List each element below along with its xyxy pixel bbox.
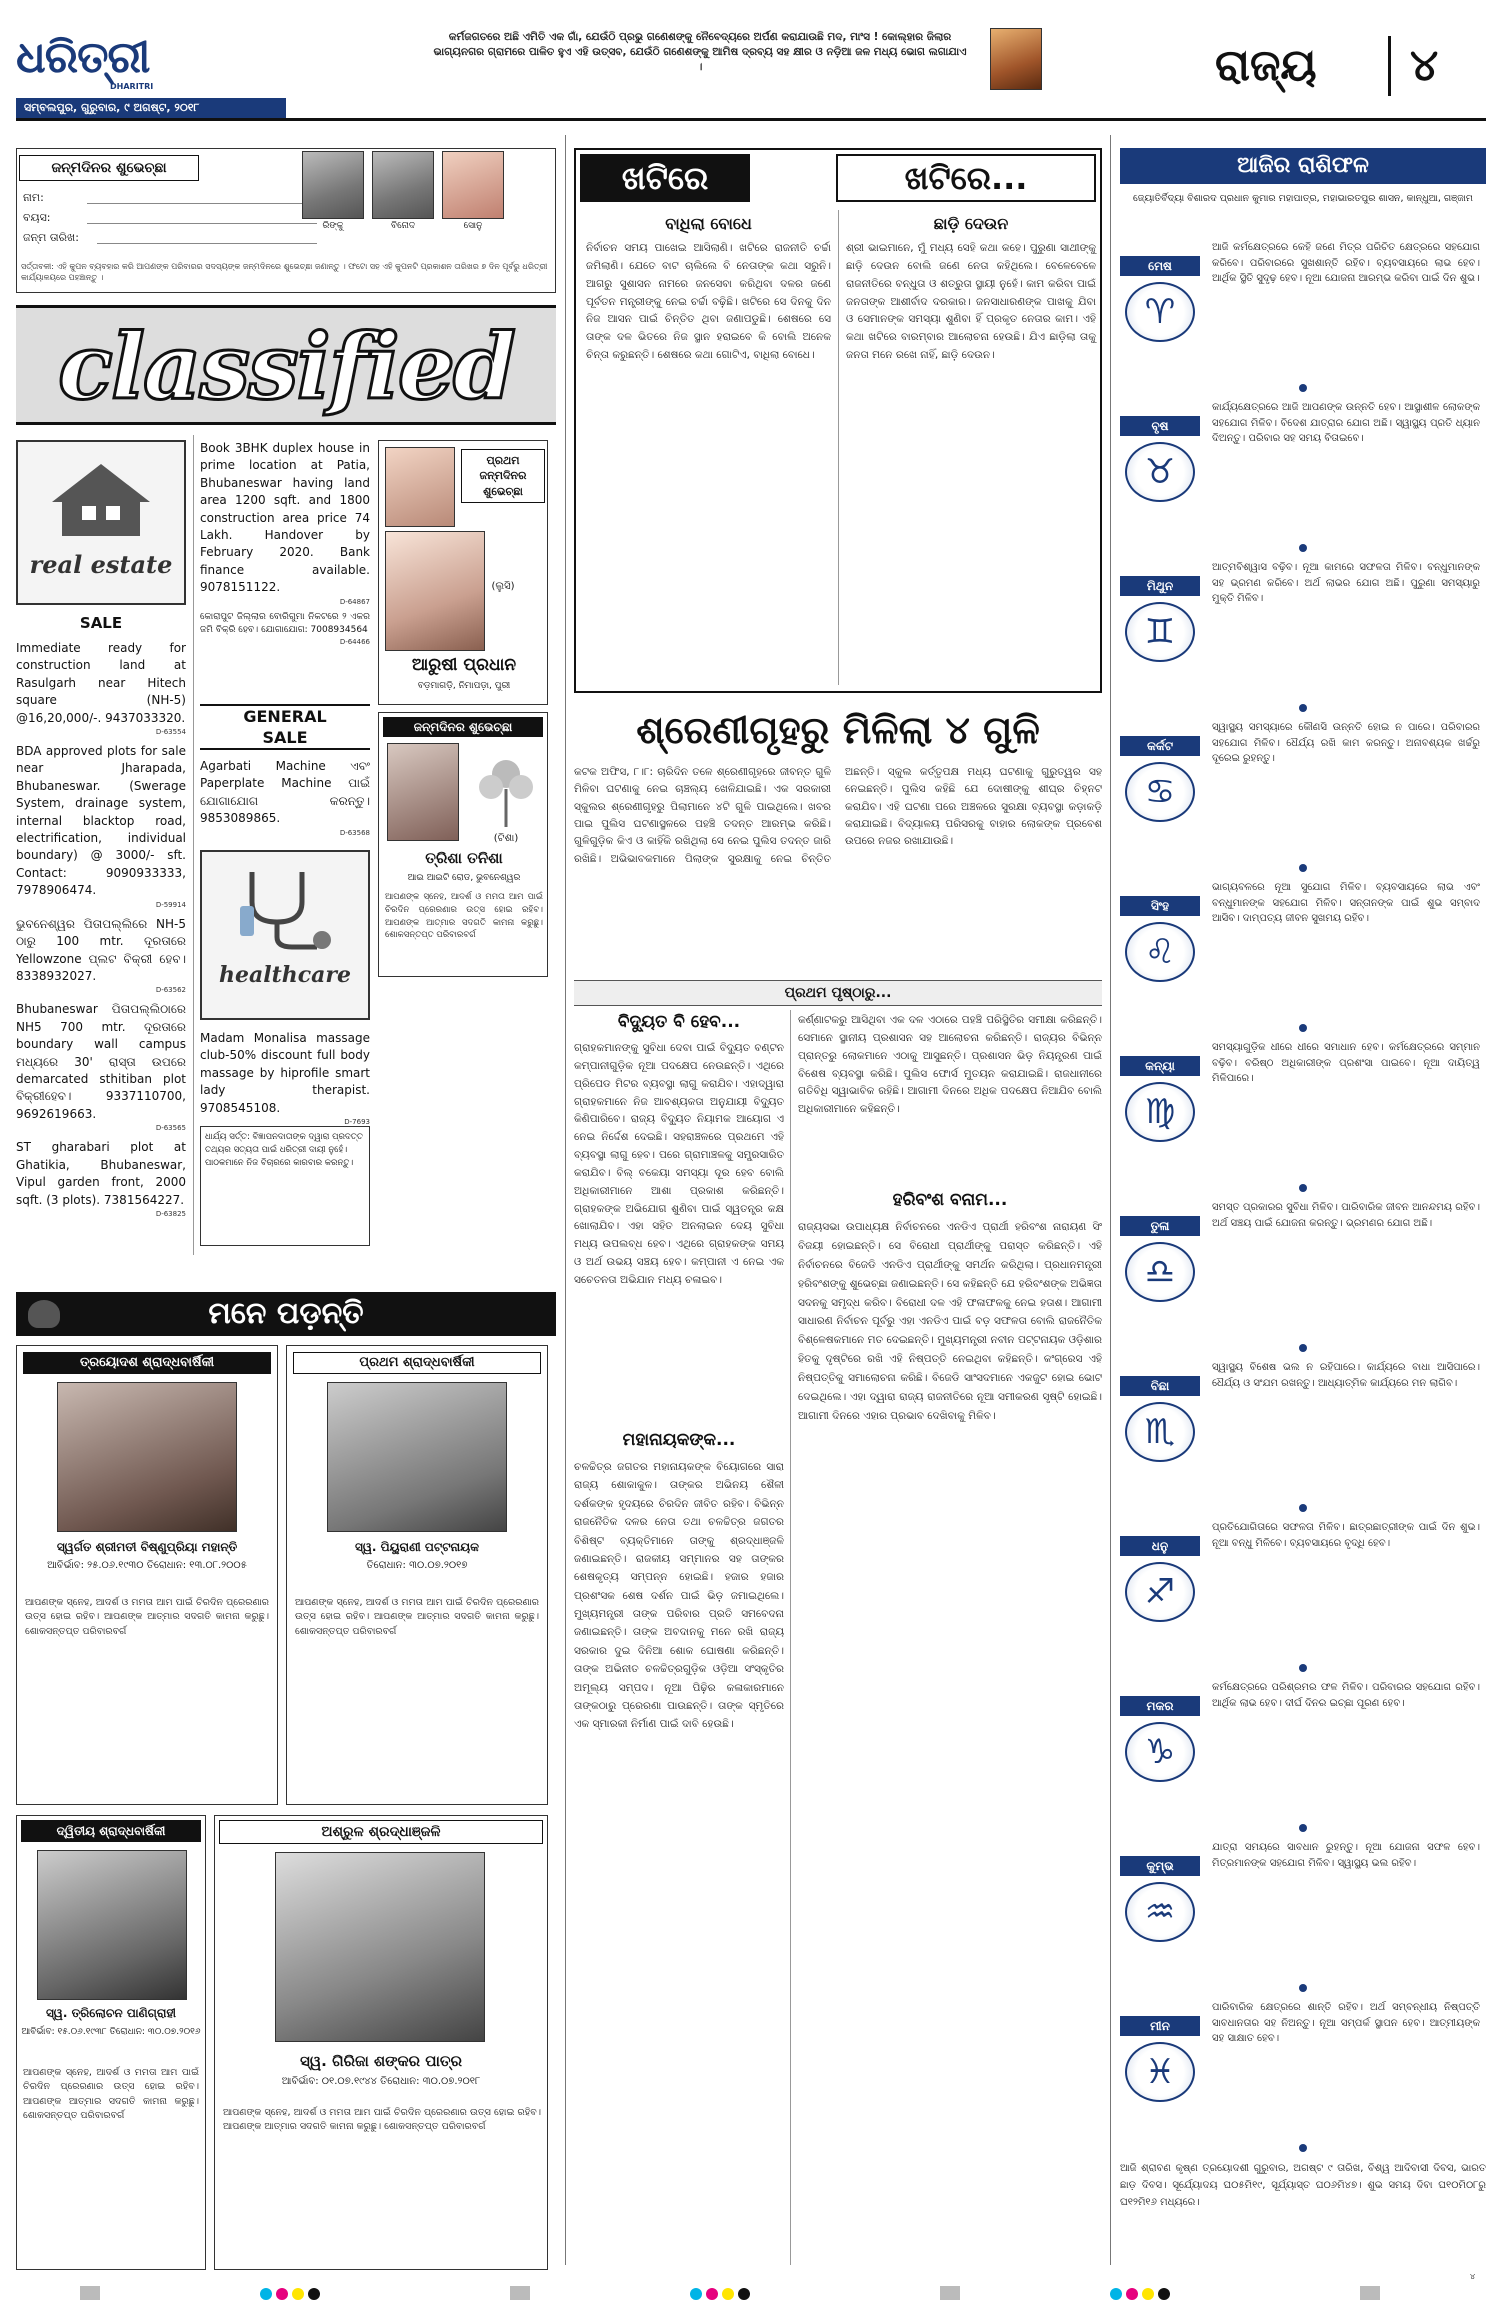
khatire-s2-text: ଶ୍ରୀ ଭାଇମାନେ, ମୁଁ ମଧ୍ୟ ସେହି କଥା କହେ। ପୁରୁଣା ସାଥୀଙ୍କୁ ଛାଡ଼ି ଦେଉନ ବୋଲି ଜଣେ ନେତା କହିଥିଲେ। ବେଳେବେଳେ ରାଜନୀତିରେ ବନ୍ଧୁତା ଓ ଶତ୍ରୁତା ସ୍ଥାୟୀ ନୁହେଁ। କାମ କରିବା ପାଇଁ ଜନତାଙ୍କ ଆଶୀର୍ବାଦ ଦରକାର। ଜନସାଧାରଣଙ୍କ ପାଖକୁ ଯିବା ଓ ସେମାନଙ୍କ ସମସ୍ୟା ଶୁଣିବା ହିଁ ପ୍ରକୃତ ନେତାର କାମ। ଏହି କଥା ଖଟିରେ ବାରମ୍ବାର ଆଲୋଚନା ହେଉଛି। ଯିଏ ଛାଡ଼ିଲା ତାକୁ ଜନତା ମନେ ରଖେ ନାହିଁ, ଛାଡ଼ି ଦେଉନ। xyxy=(846,242,1096,362)
dateline xyxy=(16,98,286,118)
separator-dot xyxy=(1299,1024,1307,1032)
horoscope-sign xyxy=(1120,1836,1486,1990)
horoscope-sign xyxy=(1120,1516,1486,1670)
classified-ad: କୋରାପୁଟ ଜିଲ୍ଲାର ବୋରିଗୁମା ନିକଟରେ ୨ ଏକର ଜମି ବିକ୍ରି ହେବ। ଯୋଗାଯୋଗ: 7008934564 D-64466 xyxy=(200,611,370,646)
memorial-3-body: ଆପଣଙ୍କ ସ୍ନେହ, ଆଦର୍ଶ ଓ ମମତା ଆମ ପାଇଁ ଚିରଦିନ ପ୍ରେରଣାର ଉତ୍ସ ହୋଇ ରହିବ। ଆପଣଙ୍କ ଆତ୍ମାର ସଦଗତି କାମନା କରୁଛୁ। ଶୋକସନ୍ତପ୍ତ ପରିବାରବର୍ଗ xyxy=(23,2067,199,2121)
memorial-4-title: ଅଶ୍ରୁଳ ଶ୍ରଦ୍ଧାଞ୍ଜଳି xyxy=(219,1820,543,1844)
logo-text: ଧରିତ୍ରୀ xyxy=(16,32,150,83)
birthday-form-title: ଜନ୍ମଦିନର ଶୁଭେଚ୍ଛା xyxy=(19,155,199,181)
memorial-2-photo xyxy=(327,1382,507,1532)
classified-banner xyxy=(16,305,556,425)
memorial-title: ମନେ ପଡ଼ନ୍ତି xyxy=(208,1296,364,1331)
story-b-text: ଚଳଚ୍ଚିତ୍ର ଜଗତର ମହାନାୟକଙ୍କ ବିୟୋଗରେ ସାରା ରାଜ୍ୟ ଶୋକାକୁଳ। ତାଙ୍କର ଅଭିନୟ ଶୈଳୀ ଦର୍ଶକଙ୍କ ହୃଦୟରେ ଚିରଦିନ ଜୀବିତ ରହିବ। ବିଭିନ୍ନ ରାଜନୈତିକ ଦଳର ନେତା ତଥା ଚଳଚ୍ଚିତ୍ର ଜଗତର ବିଶିଷ୍ଟ ବ୍ୟକ୍ତିମାନେ ତାଙ୍କୁ ଶ୍ରଦ୍ଧାଞ୍ଜଳି ଜଣାଇଛନ୍ତି। ରାଜକୀୟ ସମ୍ମାନର ସହ ତାଙ୍କର ଶେଷକୃତ୍ୟ ସମ୍ପନ୍ନ ହୋଇଛି। ହଜାର ହଜାର ପ୍ରଶଂସକ ଶେଷ ଦର୍ଶନ ପାଇଁ ଭିଡ଼ ଜମାଇଥିଲେ। ମୁଖ୍ୟମନ୍ତ୍ରୀ ତାଙ୍କ ପରିବାର ପ୍ରତି ସମବେଦନା ଜଣାଇଛନ୍ତି। ତାଙ୍କ ଅବଦାନକୁ ମନେ ରଖି ରାଜ୍ୟ ସରକାର ଦୁଇ ଦିନିଆ ଶୋକ ଘୋଷଣା କରିଛନ୍ତି। ତାଙ୍କ ଅଭିନୀତ ଚଳଚ୍ଚିତ୍ରଗୁଡ଼ିକ ଓଡ଼ିଆ ସଂସ୍କୃତିର ଅମୂଲ୍ୟ ସମ୍ପଦ। ନୂଆ ପିଢ଼ିର କଳାକାରମାନେ ତାଙ୍କଠାରୁ ପ୍ରେରଣା ପାଉଛନ୍ତି। ତାଙ୍କ ସ୍ମୃତିରେ ଏକ ସ୍ମାରକୀ ନିର୍ମାଣ ପାଇଁ ଦାବି ହେଉଛି। xyxy=(574,1461,784,1731)
sign-name: କନ୍ୟା xyxy=(1120,1056,1200,1076)
classified-ad: Book 3BHK duplex house in prime location at Patia, Bhubaneswar having land area 1200 sqft. and 1800 construction area price 74 Lakh. Handover by February 2020. Bank finance available. 9078151122. D-64867 xyxy=(200,441,370,606)
sign-forecast: ସମସ୍ତ ପ୍ରକାରର ସୁବିଧା ମିଳିବ। ପାରିବାରିକ ଜୀବନ ଆନନ୍ଦମୟ ରହିବ। ଅର୍ଥ ସଞ୍ଚୟ ପାଇଁ ଯୋଜନା କରନ୍ତୁ। ଭ୍ରମଣର ଯୋଗ ଅଛି। xyxy=(1212,1202,1480,1229)
memorial-4-body: ଆପଣଙ୍କ ସ୍ନେହ, ଆଦର୍ଶ ଓ ମମତା ଆମ ପାଇଁ ଚିରଦିନ ପ୍ରେରଣାର ଉତ୍ସ ହୋଇ ରହିବ। ଆପଣଙ୍କ ଆତ୍ମାର ସଦଗତି କାମନା କରୁଛୁ। ଶୋକସନ୍ତପ୍ତ ପରିବାରବର୍ଗ xyxy=(223,2107,541,2133)
separator-dot xyxy=(1299,1664,1307,1672)
ganesh-image xyxy=(990,28,1042,90)
khatire-s1-text: ନିର୍ବାଚନ ସମୟ ପାଖେଇ ଆସିଲାଣି। ଖଟିରେ ରାଜନୀତି ଚର୍ଚ୍ଚା ଜମିଲାଣି। ଯେତେ ବାଟ ଚାଲିଲେ ବି ନେତାଙ୍କ କଥା ସରୁନି। ଆଗରୁ ସୁଶାସନ ନାମରେ ଜନସେବା କରିଥିବା ଦଳର ଜଣେ ପୂର୍ବତନ ମନ୍ତ୍ରୀଙ୍କୁ ନେଇ ଚର୍ଚ୍ଚା ବଢ଼ିଛି। ଖଟିରେ ସେ ଦିନକୁ ଦିନ ନିଜ ଆସନ ପାଇଁ ଚିନ୍ତିତ ଥିବା ଜଣାପଡୁଛି। ଶେଷରେ ସେ ତାଙ୍କ ଦଳ ଭିତରେ ନିଜ ସ୍ଥାନ ହରାଇବେ କି ବୋଲି ଅନେକ ଚିନ୍ତା କରୁଛନ୍ତି। ଶେଷରେ କଥା ଗୋଟିଏ, ବାଧିଲା ବୋଧେ। xyxy=(586,242,831,362)
zodiac-icon: ♌ xyxy=(1125,922,1195,982)
zodiac-icon: ♑ xyxy=(1125,1722,1195,1782)
child-photo-large xyxy=(385,531,485,651)
registration-dot xyxy=(260,2288,272,2300)
classified-ad: BDA approved plots for sale near Jharapada, Bhubaneswar. (Swerage System, drainage system, internal blacktop road, electrification, individual boundary) @ 3000/- sft. Contact: 9090933333, 7978906474. D-59914 xyxy=(16,744,186,909)
horoscope-sign xyxy=(1120,556,1486,710)
birthday-form xyxy=(16,148,556,293)
horoscope-footer: ଆଜି ଶ୍ରାବଣ କୃଷ୍ଣ ତ୍ରୟୋଦଶୀ ଗୁରୁବାର, ଅଗଷ୍ଟ ୯ ତାରିଖ, ବିଶ୍ୱ ଆଦିବାସୀ ଦିବସ, ଭାରତ ଛାଡ଼ ଦିବସ। ସୂର୍ଯ୍ୟୋଦୟ ଘ୦୫ମି୧୯, ସୂର୍ଯ୍ୟାସ୍ତ ଘ୦୬ମି୪୭। ଶୁଭ ସମୟ ଦିବା ଘ୧୦ମି୦୮ରୁ ଘ୧୨ମି୧୬ ମଧ୍ୟରେ। xyxy=(1120,2163,1486,2208)
story-b-headline: ମହାନାୟକଙ୍କ... xyxy=(622,1430,736,1450)
memorial-2-title: ପ୍ରଥମ ଶ୍ରାଦ୍ଧବାର୍ଷିକୀ xyxy=(293,1352,541,1374)
registration-dot xyxy=(308,2288,320,2300)
memorial-4-photo xyxy=(275,1852,485,2042)
sign-name: ବିଛା xyxy=(1120,1376,1200,1396)
bday-photo-name-1: ରିଙ୍କୁ xyxy=(322,221,344,231)
first-bday-tag: (ଲୁସି) xyxy=(491,581,515,592)
separator-dot xyxy=(1299,1824,1307,1832)
bday2-tag: (ଟିଶା) xyxy=(493,833,519,844)
healthcare-label: healthcare xyxy=(219,962,351,988)
separator-dot xyxy=(1299,704,1307,712)
horoscope-sign xyxy=(1120,1196,1486,1350)
registration-dot xyxy=(276,2288,288,2300)
first-bday-name: ଆରୁଷୀ ପ୍ରଧାନ xyxy=(411,655,517,675)
sign-name: ସିଂହ xyxy=(1120,896,1200,916)
registration-bar xyxy=(940,2286,960,2300)
bday2-title: ଜନ୍ମଦିନର ଶୁଭେଚ୍ଛା xyxy=(383,717,543,737)
classified-ad: ଭୁବନେଶ୍ୱର ପିତାପଲ୍ଲିରେ NH-5 ଠାରୁ 100 mtr. ଦୂରତାରେ Yellowzone ପ୍ଲଟ ବିକ୍ରୀ ହେବ। 8338932027. D-63562 xyxy=(16,916,186,995)
separator-dot xyxy=(1299,384,1307,392)
registration-dot xyxy=(1110,2288,1122,2300)
horoscope-sign xyxy=(1120,1996,1486,2150)
separator-dot xyxy=(1299,544,1307,552)
sign-forecast: ପ୍ରତିଯୋଗିତାରେ ସଫଳତା ମିଳିବ। ଛାତ୍ରଛାତ୍ରୀଙ୍କ ପାଇଁ ଦିନ ଶୁଭ। ନୂଆ ବନ୍ଧୁ ମିଳିବେ। ବ୍ୟବସାୟରେ ବୃଦ୍ଧି ହେବ। xyxy=(1212,1522,1480,1549)
bday2-place: ଆଇ ଆଇଟି ରୋଡ, ଭୁବନେଶ୍ୱର xyxy=(407,873,521,883)
memorial-3-photo xyxy=(37,1850,187,2000)
top-banner-text: କର୍ମଜଗତରେ ଅଛି ଏମିତି ଏକ ଗାଁ, ଯେଉଁଠି ପ୍ରଭୁ ଗଣେଶଙ୍କୁ ନୈବେଦ୍ୟରେ ଅର୍ପଣ କରାଯାଉଛି ମଦ, ମାଂସ ! କୋଲ୍ହାର ଜିଲାର ଭାଗ୍ୟନଗର ଗ୍ରାମରେ ପାଳିତ ହୁଏ ଏହି ଉତ୍ସବ, ଯେଉଁଠି ଗଣେଶଙ୍କୁ ଆମିଷ ଦ୍ରବ୍ୟ ସହ କ୍ଷୀର ଓ ନଡ଼ିଆ ଜଳ ମଧ୍ୟ ଭୋଗ ଲଗାଯାଏ । xyxy=(433,31,967,74)
separator-dot xyxy=(1299,1984,1307,1992)
horoscope-sign xyxy=(1120,1036,1486,1190)
memorial-4-name: ସ୍ୱ. ଗିରିଜା ଶଙ୍କର ପାତ୍ର xyxy=(300,2052,462,2070)
zodiac-icon: ♈ xyxy=(1125,282,1195,342)
dateline-text: ସମ୍ବଲପୁର, ଗୁରୁବାର, ୯ ଅଗଷ୍ଟ, ୨୦୧୮ xyxy=(24,101,200,114)
memorial-1-name: ସ୍ୱର୍ଗତ ଶ୍ରୀମତୀ ବିଷ୍ଣୁପ୍ରିୟା ମହାନ୍ତି xyxy=(56,1540,238,1554)
story-a-text: ଗ୍ରାହକମାନଙ୍କୁ ସୁବିଧା ଦେବା ପାଇଁ ବିଦ୍ୟୁତ ବଣ୍ଟନ କମ୍ପାନୀଗୁଡ଼ିକ ନୂଆ ପଦକ୍ଷେପ ନେଉଛନ୍ତି। ଏଥିରେ ପ୍ରିପେଡ ମିଟର ବ୍ୟବସ୍ଥା ଲାଗୁ କରାଯିବ। ଏହାଦ୍ୱାରା ଗ୍ରାହକମାନେ ନିଜ ଆବଶ୍ୟକତା ଅନୁଯାୟୀ ବିଦ୍ୟୁତ କିଣିପାରିବେ। ରାଜ୍ୟ ବିଦ୍ୟୁତ ନିୟାମକ ଆୟୋଗ ଏ ନେଇ ନିର୍ଦ୍ଦେଶ ଦେଇଛି। ସହରାଞ୍ଚଳରେ ପ୍ରଥମେ ଏହି ବ୍ୟବସ୍ଥା ଲାଗୁ ହେବ। ପରେ ଗ୍ରାମାଞ୍ଚଳକୁ ସମ୍ପ୍ରସାରିତ କରାଯିବ। ବିଲ୍ ବକେୟା ସମସ୍ୟା ଦୂର ହେବ ବୋଲି ଅଧିକାରୀମାନେ ଆଶା ପ୍ରକାଶ କରିଛନ୍ତି। ଗ୍ରାହକଙ୍କ ଅଭିଯୋଗ ଶୁଣିବା ପାଇଁ ସ୍ୱତନ୍ତ୍ର କକ୍ଷ ଖୋଲାଯିବ। ଏହା ସହିତ ଅନଲାଇନ ଦେୟ ସୁବିଧା ମଧ୍ୟ ଉପଲବ୍ଧ ହେବ। ଏଥିରେ ଗ୍ରାହକଙ୍କ ସମୟ ଓ ଅର୍ଥ ଉଭୟ ସଞ୍ଚୟ ହେବ। କମ୍ପାନୀ ଏ ନେଇ ଏକ ସଚେତନତା ଅଭିଯାନ ମଧ୍ୟ ଚଳାଇବ। xyxy=(574,1042,784,1286)
classified-col1 xyxy=(16,640,186,1280)
main-story-text: କଟକ ଅଫିସ, ୮।୮: ଚାରିଦିନ ତଳେ ଶ୍ରେଣୀଗୃହରେ ଜୀବନ୍ତ ଗୁଳି ମିଳିବା ଘଟଣାକୁ ନେଇ ଚାଞ୍ଚଲ୍ୟ ଖେଳିଯାଇଛି। ଏକ ସରକାରୀ ସ୍କୁଲର ଶ୍ରେଣୀଗୃହରୁ ପିଲାମାନେ ୪ଟି ଗୁଳି ପାଇଥିଲେ। ଖବର ପାଇ ପୁଲିସ ଘଟଣାସ୍ଥଳରେ ପହଞ୍ଚି ତଦନ୍ତ ଆରମ୍ଭ କରିଛି। ଗୁଳିଗୁଡ଼ିକ କିଏ ଓ କାହିଁକି ରଖିଥିଲା ସେ ନେଇ ପୁଲିସ ତଦନ୍ତ ଜାରି ରଖିଛି। ଅଭିଭାବକମାନେ ପିଲାଙ୍କ ସୁରକ୍ଷାକୁ ନେଇ ଚିନ୍ତିତ ଅଛନ୍ତି। ସ୍କୁଲ କର୍ତ୍ତୃପକ୍ଷ ମଧ୍ୟ ଘଟଣାକୁ ଗୁରୁତ୍ୱର ସହ ନେଇଛନ୍ତି। ପୁଲିସ କହିଛି ଯେ ଦୋଷୀଙ୍କୁ ଶୀଘ୍ର ଚିହ୍ନଟ କରାଯିବ। ଏହି ଘଟଣା ପରେ ଅଞ୍ଚଳରେ ସୁରକ୍ଷା ବ୍ୟବସ୍ଥା କଡ଼ାକଡ଼ି କରାଯାଇଛି। ବିଦ୍ୟାଳୟ ପରିସରକୁ ବାହାର ଲୋକଙ୍କ ପ୍ରବେଶ ଉପରେ ନଜର ରଖାଯାଉଛି। xyxy=(574,766,1102,865)
sign-name: ମୀନ xyxy=(1120,2016,1200,2036)
memorial-card-3 xyxy=(16,1815,206,2270)
section-divider xyxy=(1388,36,1391,96)
horoscope-sign xyxy=(1120,716,1486,870)
sign-name: କର୍କଟ xyxy=(1120,736,1200,756)
sign-forecast: ଆଜି କର୍ମକ୍ଷେତ୍ରରେ କେହି ଜଣେ ମିତ୍ର ପରିଚିତ କ୍ଷେତ୍ରରେ ସହଯୋଗ କରିବେ। ପରିବାରରେ ସୁଖଶାନ୍ତି ରହିବ। ବ୍ୟବସାୟରେ ଲାଭ ହେବ। ଆର୍ଥିକ ସ୍ଥିତି ସୁଦୃଢ଼ ହେବ। ନୂଆ ଯୋଜନା ଆରମ୍ଭ କରିବା ପାଇଁ ଦିନ ଶୁଭ। xyxy=(1212,242,1480,284)
stethoscope-icon xyxy=(232,862,342,952)
separator-dot xyxy=(1299,1344,1307,1352)
memorial-1-body: ଆପଣଙ୍କ ସ୍ନେହ, ଆଦର୍ଶ ଓ ମମତା ଆମ ପାଇଁ ଚିରଦିନ ପ୍ରେରଣାର ଉତ୍ସ ହୋଇ ରହିବ। ଆପଣଙ୍କ ଆତ୍ମାର ସଦଗତି କାମନା କରୁଛୁ। ଶୋକସନ୍ତପ୍ତ ପରିବାରବର୍ଗ xyxy=(25,1597,269,1637)
first-page-strip xyxy=(574,980,1102,1006)
memorial-1-title: ତ୍ରୟୋଦଶ ଶ୍ରାଦ୍ଧବାର୍ଷିକୀ xyxy=(23,1352,271,1374)
horoscope-sign xyxy=(1120,1676,1486,1830)
bday-photo-name-3: ସୋନୁ xyxy=(463,221,483,231)
registration-dot xyxy=(738,2288,750,2300)
section-title: ରାଜ୍ୟ xyxy=(1215,40,1317,91)
separator-dot xyxy=(1299,864,1307,872)
khatire-title-left: ଖଟିରେ xyxy=(580,154,750,202)
zodiac-icon: ♒ xyxy=(1125,1882,1195,1942)
registration-bar xyxy=(510,2286,530,2300)
sign-forecast: କର୍ମକ୍ଷେତ୍ରରେ ପରିଶ୍ରମର ଫଳ ମିଳିବ। ପରିବାରର ସହଯୋଗ ରହିବ। ଆର୍ଥିକ ଲାଭ ହେବ। ଦୀର୍ଘ ଦିନର ଇଚ୍ଛା ପୂରଣ ହେବ। xyxy=(1212,1682,1480,1709)
classified-ad: Madam Monalisa massage club-50% discount full body massage by hiprofile smart lady therapist. 9708545108. D-7693 xyxy=(200,1031,370,1126)
classified-ad: Agarbati Machine ଏବଂ Paperplate Machine ପାଇଁ ଯୋଗାଯୋଗ କରନ୍ତୁ। 9853089865. D-63568 xyxy=(200,759,370,837)
general-sale: SALE xyxy=(262,728,308,747)
first-birthday-box xyxy=(378,440,548,705)
birthday-box-2 xyxy=(378,712,548,977)
sign-forecast: ପାରିବାରିକ କ୍ଷେତ୍ରରେ ଶାନ୍ତି ରହିବ। ଅର୍ଥ ସମ୍ବନ୍ଧୀୟ ନିଷ୍ପତ୍ତି ସାବଧାନତାର ସହ ନିଅନ୍ତୁ। ନୂଆ ସମ୍ପର୍କ ସ୍ଥାପନ ହେବ। ଆତ୍ମୀୟଙ୍କ ସହ ସାକ୍ଷାତ ହେବ। xyxy=(1212,2002,1480,2044)
girl-photo xyxy=(387,743,459,841)
house-icon xyxy=(46,460,156,540)
field-name: ନାମ: xyxy=(23,191,44,204)
real-estate-box xyxy=(16,440,186,605)
zodiac-icon: ♉ xyxy=(1125,442,1195,502)
zodiac-icon: ♐ xyxy=(1125,1562,1195,1622)
zodiac-icon: ♊ xyxy=(1125,602,1195,662)
memorial-2-dates: ତିରୋଧାନ: ୩୦.୦୭.୨୦୧୭ xyxy=(366,1560,468,1571)
horoscope-author: ଜ୍ୟୋତିର୍ବିଦ୍ୟା ବିଶାରଦ ପ୍ରଧାନ କୁମାର ମହାପାତ୍ର, ମହାଭାରତପୁର ଶାସନ, କାନ୍ଧୁଆ, ଗଞ୍ଜାମ xyxy=(1133,193,1473,204)
first-page-strip-label: ପ୍ରଥମ ପୃଷ୍ଠାରୁ... xyxy=(784,985,892,1001)
logo-subtitle: DHARITRI xyxy=(110,82,154,91)
bday-photo-1 xyxy=(302,151,364,219)
story-a-headline: ବିଦ୍ୟୁତ ବି ହେବ... xyxy=(617,1012,741,1032)
memorial-1-photo xyxy=(57,1382,237,1532)
separator-dot xyxy=(1299,1504,1307,1512)
registration-dot xyxy=(292,2288,304,2300)
story-c-text: କର୍ଣ୍ଣାଟକରୁ ଆସିଥିବା ଏକ ଦଳ ଏଠାରେ ପହଞ୍ଚି ପରିସ୍ଥିତିର ସମୀକ୍ଷା କରିଛନ୍ତି। ସେମାନେ ସ୍ଥାନୀୟ ପ୍ରଶାସନ ସହ ଆଲୋଚନା କରିଛନ୍ତି। ରାଜ୍ୟର ବିଭିନ୍ନ ପ୍ରାନ୍ତରୁ ଲୋକମାନେ ଏଠାକୁ ଆସୁଛନ୍ତି। ପ୍ରଶାସନ ଭିଡ଼ ନିୟନ୍ତ୍ରଣ ପାଇଁ ବିଶେଷ ବ୍ୟବସ୍ଥା କରିଛି। ପୁଲିସ ଫୋର୍ସ ମୁତୟନ କରାଯାଇଛି। ରାଜଧାନୀରେ ଗତିବିଧି ସ୍ୱାଭାବିକ ରହିଛି। ଆଗାମୀ ଦିନରେ ଅଧିକ ପଦକ୍ଷେପ ନିଆଯିବ ବୋଲି ଅଧିକାରୀମାନେ କହିଛନ୍ତି। xyxy=(798,1014,1102,1116)
page-number: ୪ xyxy=(1410,40,1439,91)
field-age: ବୟସ: xyxy=(23,211,51,224)
sign-forecast: ସମସ୍ୟାଗୁଡ଼ିକ ଧୀରେ ଧୀରେ ସମାଧାନ ହେବ। କର୍ମକ୍ଷେତ୍ରରେ ସମ୍ମାନ ବଢ଼ିବ। ବରିଷ୍ଠ ଅଧିକାରୀଙ୍କ ପ୍ରଶଂସା ପାଇବେ। ନୂଆ ଦାୟିତ୍ୱ ମିଳିପାରେ। xyxy=(1212,1042,1480,1084)
sign-name: ମିଥୁନ xyxy=(1120,576,1200,596)
registration-dot xyxy=(1158,2288,1170,2300)
memorial-2-name: ସ୍ୱ. ପିୟୁରାଣୀ ପଟ୍ଟନାୟକ xyxy=(355,1540,479,1554)
memorial-3-title: ଦ୍ୱିତୀୟ ଶ୍ରାଦ୍ଧବାର୍ଷିକୀ xyxy=(21,1820,201,1842)
memorial-1-dates: ଆବିର୍ଭାବ: ୨୫.୦୬.୧୯୩୦ ତିରୋଧାନ: ୧୩.୦୮.୨୦୦୫ xyxy=(47,1560,247,1571)
bday-photo-3 xyxy=(442,151,504,219)
registration-dot xyxy=(706,2288,718,2300)
masthead-logo xyxy=(16,30,156,86)
registration-dot xyxy=(690,2288,702,2300)
horoscope-sign xyxy=(1120,876,1486,1030)
story-d-text: ରାଜ୍ୟସଭା ଉପାଧ୍ୟକ୍ଷ ନିର୍ବାଚନରେ ଏନଡିଏ ପ୍ରାର୍ଥୀ ହରିବଂଶ ନାରାୟଣ ସିଂ ବିଜୟୀ ହୋଇଛନ୍ତି। ସେ ବିରୋଧୀ ପ୍ରାର୍ଥୀଙ୍କୁ ପରାସ୍ତ କରିଛନ୍ତି। ଏହି ନିର୍ବାଚନରେ ବିଜେଡି ଏନଡିଏ ପ୍ରାର୍ଥୀଙ୍କୁ ସମର୍ଥନ କରିଥିଲା। ପ୍ରଧାନମନ୍ତ୍ରୀ ହରିବଂଶଙ୍କୁ ଶୁଭେଚ୍ଛା ଜଣାଇଛନ୍ତି। ସେ କହିଛନ୍ତି ଯେ ହରିବଂଶଙ୍କ ଅଭିଜ୍ଞତା ସଦନକୁ ସମୃଦ୍ଧ କରିବ। ବିରୋଧୀ ଦଳ ଏହି ଫଳାଫଳକୁ ନେଇ ହତାଶ। ଆଗାମୀ ସାଧାରଣ ନିର୍ବାଚନ ପୂର୍ବରୁ ଏହା ଏନଡିଏ ପାଇଁ ବଡ଼ ସଫଳତା ବୋଲି ରାଜନୈତିକ ବିଶ୍ଳେଷକମାନେ ମତ ଦେଇଛନ୍ତି। ମୁଖ୍ୟମନ୍ତ୍ରୀ ନବୀନ ପଟ୍ଟନାୟକ ଓଡ଼ିଶାର ହିତକୁ ଦୃଷ୍ଟିରେ ରଖି ଏହି ନିଷ୍ପତ୍ତି ନେଇଥିବା କହିଛନ୍ତି। କଂଗ୍ରେସ ଏହି ନିଷ୍ପତ୍ତିକୁ ସମାଲୋଚନା କରିଛି। ବିଜେଡି ସାଂସଦମାନେ ଏକଜୁଟ ହୋଇ ଭୋଟ ଦେଇଥିଲେ। ଏହା ଦ୍ୱାରା ରାଜ୍ୟ ରାଜନୀତିରେ ନୂଆ ସମୀକରଣ ସୃଷ୍ଟି ହୋଇଛି। ଆଗାମୀ ଦିନରେ ଏହାର ପ୍ରଭାବ ଦେଖିବାକୁ ମିଳିବ। xyxy=(798,1221,1102,1422)
first-bday-title: ପ୍ରଥମ ଜନ୍ମଦିନର ଶୁଭେଚ୍ଛା xyxy=(461,449,545,503)
memorial-card-4 xyxy=(214,1815,548,2270)
bday2-name: ତ୍ରିଶା ତନିଶା xyxy=(425,849,503,867)
main-headline: ଶ୍ରେଣୀଗୃହରୁ ମିଳିଲା ୪ ଗୁଳି xyxy=(636,708,1040,752)
separator-dot xyxy=(1299,1184,1307,1192)
zodiac-icon: ♎ xyxy=(1125,1242,1195,1302)
masthead-rule xyxy=(16,118,1486,121)
sign-name: ମେଷ xyxy=(1120,256,1200,276)
memorial-header xyxy=(16,1292,556,1336)
sale-heading: SALE xyxy=(79,614,123,632)
sign-name: ତୁଳା xyxy=(1120,1216,1200,1236)
first-bday-place: ବଡ଼ମାଗଡ଼ି, ନିମାପଡ଼ା, ପୁରୀ xyxy=(417,681,511,691)
page-folio: ୪ xyxy=(1470,2272,1476,2281)
sign-forecast: ସ୍ୱାସ୍ଥ୍ୟ ସମସ୍ୟାରେ କୌଣସି ଉନ୍ନତି ହୋଇ ନ ପାରେ। ପରିବାରର ସହଯୋଗ ମିଳିବ। ଧୈର୍ଯ୍ୟ ରଖି କାମ କରନ୍ତୁ। ଅନାବଶ୍ୟକ ଖର୍ଚ୍ଚରୁ ଦୂରେଇ ରୁହନ୍ତୁ। xyxy=(1212,722,1480,764)
bday-photo-name-2: ବିନୋଦ xyxy=(390,221,416,231)
zodiac-icon: ♓ xyxy=(1125,2042,1195,2102)
child-photo xyxy=(385,447,455,527)
sign-name: ବୃଷ xyxy=(1120,416,1200,436)
classified-ad: Bhubaneswar ପିତାପଲ୍ଲିଠାରେ NH5 700 mtr. ଦୂରତାରେ boundary wall campus ମଧ୍ୟରେ 30' ରାସ୍ତା ଉପରେ demarcated sthitiban plot ବିକ୍ରୀହେବ। 9337110700, 9692619663. D-63565 xyxy=(16,1002,186,1133)
classified-ad: Immediate ready for construction land at Rasulgarh near Hitech square (NH-5) @16,20,000/-. 9437033320. D-63554 xyxy=(16,641,186,736)
registration-bar xyxy=(80,2286,100,2300)
real-estate-label: real estate xyxy=(29,550,173,579)
horoscope-sign xyxy=(1120,1356,1486,1510)
field-dob: ଜନ୍ମ ତାରିଖ: xyxy=(23,231,79,244)
khatire-title-right: ଖଟିରେ... xyxy=(836,154,1096,202)
memorial-card-1 xyxy=(16,1345,278,1805)
sign-name: ମକର xyxy=(1120,1696,1200,1716)
sign-forecast: ଯାତ୍ରା ସମୟରେ ସାବଧାନ ରୁହନ୍ତୁ। ନୂଆ ଯୋଜନା ସଫଳ ହେବ। ମିତ୍ରମାନଙ୍କ ସହଯୋଗ ମିଳିବ। ସ୍ୱାସ୍ଥ୍ୟ ଭଲ ରହିବ। xyxy=(1212,1842,1480,1869)
registration-dot xyxy=(722,2288,734,2300)
sign-name: କୁମ୍ଭ xyxy=(1120,1856,1200,1876)
sign-forecast: କାର୍ଯ୍ୟକ୍ଷେତ୍ରରେ ଆଜି ଆପଣଙ୍କ ଉନ୍ନତି ହେବ। ଆସ୍ଥାଶୀଳ ଲୋକଙ୍କ ସହଯୋଗ ମିଳିବ। ବିଦେଶ ଯାତ୍ରାର ଯୋଗ ଅଛି। ସ୍ୱାସ୍ଥ୍ୟ ପ୍ରତି ଧ୍ୟାନ ଦିଅନ୍ତୁ। ପରିବାର ସହ ସମୟ ବିତାଇବେ। xyxy=(1212,402,1480,444)
registration-dot xyxy=(1126,2288,1138,2300)
classified-ad: ST gharabari plot at Ghatikia, Bhubaneswar, Vipul garden front, 2000 sqft. (3 plots). 7381564227. D-63825 xyxy=(16,1140,186,1218)
bday2-message: ଆପଣଙ୍କ ସ୍ନେହ, ଆଦର୍ଶ ଓ ମମତା ଆମ ପାଇଁ ଚିରଦିନ ପ୍ରେରଣାର ଉତ୍ସ ହୋଇ ରହିବ। ଆପଣଙ୍କ ଆତ୍ମାର ସଦଗତି କାମନା କରୁଛୁ। ଶୋକସନ୍ତପ୍ତ ପରିବାରବର୍ଗ xyxy=(385,892,543,941)
horoscope-header xyxy=(1120,148,1486,184)
flower-icon xyxy=(471,749,541,829)
zodiac-icon: ♍ xyxy=(1125,1082,1195,1142)
general-title: GENERAL xyxy=(243,707,327,726)
khatire-s2-title: ଛାଡ଼ି ଦେଉନ xyxy=(933,214,1009,233)
birthday-form-footer: ସର୍ତ୍ତାବଳୀ: ଏହି କୁପନ ବ୍ୟବହାର କରି ଆପଣଙ୍କ ପରିବାରର ସଦସ୍ୟଙ୍କ ଜନ୍ମଦିନରେ ଶୁଭେଚ୍ଛା ଜଣାନ୍ତୁ । ଫଟୋ ସହ ଏହି କୁପନଟି ପ୍ରକାଶନ ତାରିଖର ୭ ଦିନ ପୂର୍ବରୁ ଧରିତ୍ରୀ କାର୍ଯ୍ୟାଳୟରେ ପହଞ୍ଚାନ୍ତୁ । xyxy=(21,262,548,283)
horoscope-sign xyxy=(1120,396,1486,550)
memorial-3-name: ସ୍ୱ. ତ୍ରିଲୋଚନ ପାଣିଗ୍ରାହୀ xyxy=(45,2006,177,2020)
sign-forecast: ଆତ୍ମବିଶ୍ୱାସ ବଢ଼ିବ। ନୂଆ କାମରେ ସଫଳତା ମିଳିବ। ବନ୍ଧୁମାନଙ୍କ ସହ ଭ୍ରମଣ କରିବେ। ଅର୍ଥ ଲାଭର ଯୋଗ ଅଛି। ପୁରୁଣା ସମସ୍ୟାରୁ ମୁକ୍ତି ମିଳିବ। xyxy=(1212,562,1480,604)
zodiac-icon: ♏ xyxy=(1125,1402,1195,1462)
sign-name: ଧନୁ xyxy=(1120,1536,1200,1556)
sign-forecast: ଭାଗ୍ୟବଳରେ ନୂଆ ସୁଯୋଗ ମିଳିବ। ବ୍ୟବସାୟରେ ଲାଭ ଏବଂ ବନ୍ଧୁମାନଙ୍କ ସହଯୋଗ ମିଳିବ। ସନ୍ତାନଙ୍କ ପାଇଁ ଶୁଭ ସମ୍ବାଦ ଆସିବ। ଦାମ୍ପତ୍ୟ ଜୀବନ ସୁଖମୟ ରହିବ। xyxy=(1212,882,1480,924)
registration-bar xyxy=(1360,2286,1380,2300)
separator-dot xyxy=(1299,2144,1307,2152)
memorial-3-dates: ଆବିର୍ଭାବ: ୧୫.୦୬.୧୯୩୮ ତିରୋଧାନ: ୩୦.୦୭.୨୦୧୬ xyxy=(21,2027,201,2037)
horoscope-title: ଆଜିର ରାଶିଫଳ xyxy=(1237,153,1369,178)
disclaimer-box xyxy=(200,1126,370,1246)
memorial-2-body: ଆପଣଙ୍କ ସ୍ନେହ, ଆଦର୍ଶ ଓ ମମତା ଆମ ପାଇଁ ଚିରଦିନ ପ୍ରେରଣାର ଉତ୍ସ ହୋଇ ରହିବ। ଆପଣଙ୍କ ଆତ୍ମାର ସଦଗତି କାମନା କରୁଛୁ। ଶୋକସନ୍ତପ୍ତ ପରିବାରବର୍ଗ xyxy=(295,1597,539,1637)
classified-col2 xyxy=(200,440,370,700)
general-heading xyxy=(200,704,370,750)
classified-title: classified xyxy=(58,314,514,420)
memorial-4-dates: ଆବିର୍ଭାବ: ୦୧.୦୭.୧୯୪୪ ତିରୋଧାନ: ୩୦.୦୭.୨୦୧୮ xyxy=(281,2076,481,2087)
story-d-headline: ହରିବଂଶ ବନାମ... xyxy=(892,1190,1008,1210)
khatire-box xyxy=(574,148,1102,693)
horoscope-sign xyxy=(1120,236,1486,390)
memorial-card-2 xyxy=(286,1345,548,1805)
bday-photo-2 xyxy=(372,151,434,219)
sign-forecast: ସ୍ୱାସ୍ଥ୍ୟ ବିଶେଷ ଭଲ ନ ରହିପାରେ। କାର୍ଯ୍ୟରେ ବାଧା ଆସିପାରେ। ଧୈର୍ଯ୍ୟ ଓ ସଂଯମ ରଖନ୍ତୁ। ଆଧ୍ୟାତ୍ମିକ କାର୍ଯ୍ୟରେ ମନ ଲାଗିବ। xyxy=(1212,1362,1480,1389)
registration-dot xyxy=(1142,2288,1154,2300)
zodiac-icon: ♋ xyxy=(1125,762,1195,822)
khatire-s1-title: ବାଧିଲା ବୋଧେ xyxy=(665,214,752,233)
disclaimer-text: ଧାର୍ଯ୍ୟ ସର୍ତ୍ତ: ବିଜ୍ଞାପନଦାତାଙ୍କ ଦ୍ୱାରା ପ୍ରଦତ୍ତ ତଥ୍ୟର ସତ୍ୟତା ପାଇଁ ଧରିତ୍ରୀ ଦାୟୀ ନୁହେଁ। ପାଠକମାନେ ନିଜ ବିଚାରରେ କାରବାର କରନ୍ତୁ। xyxy=(205,1132,363,1168)
healthcare-box xyxy=(200,850,370,1020)
